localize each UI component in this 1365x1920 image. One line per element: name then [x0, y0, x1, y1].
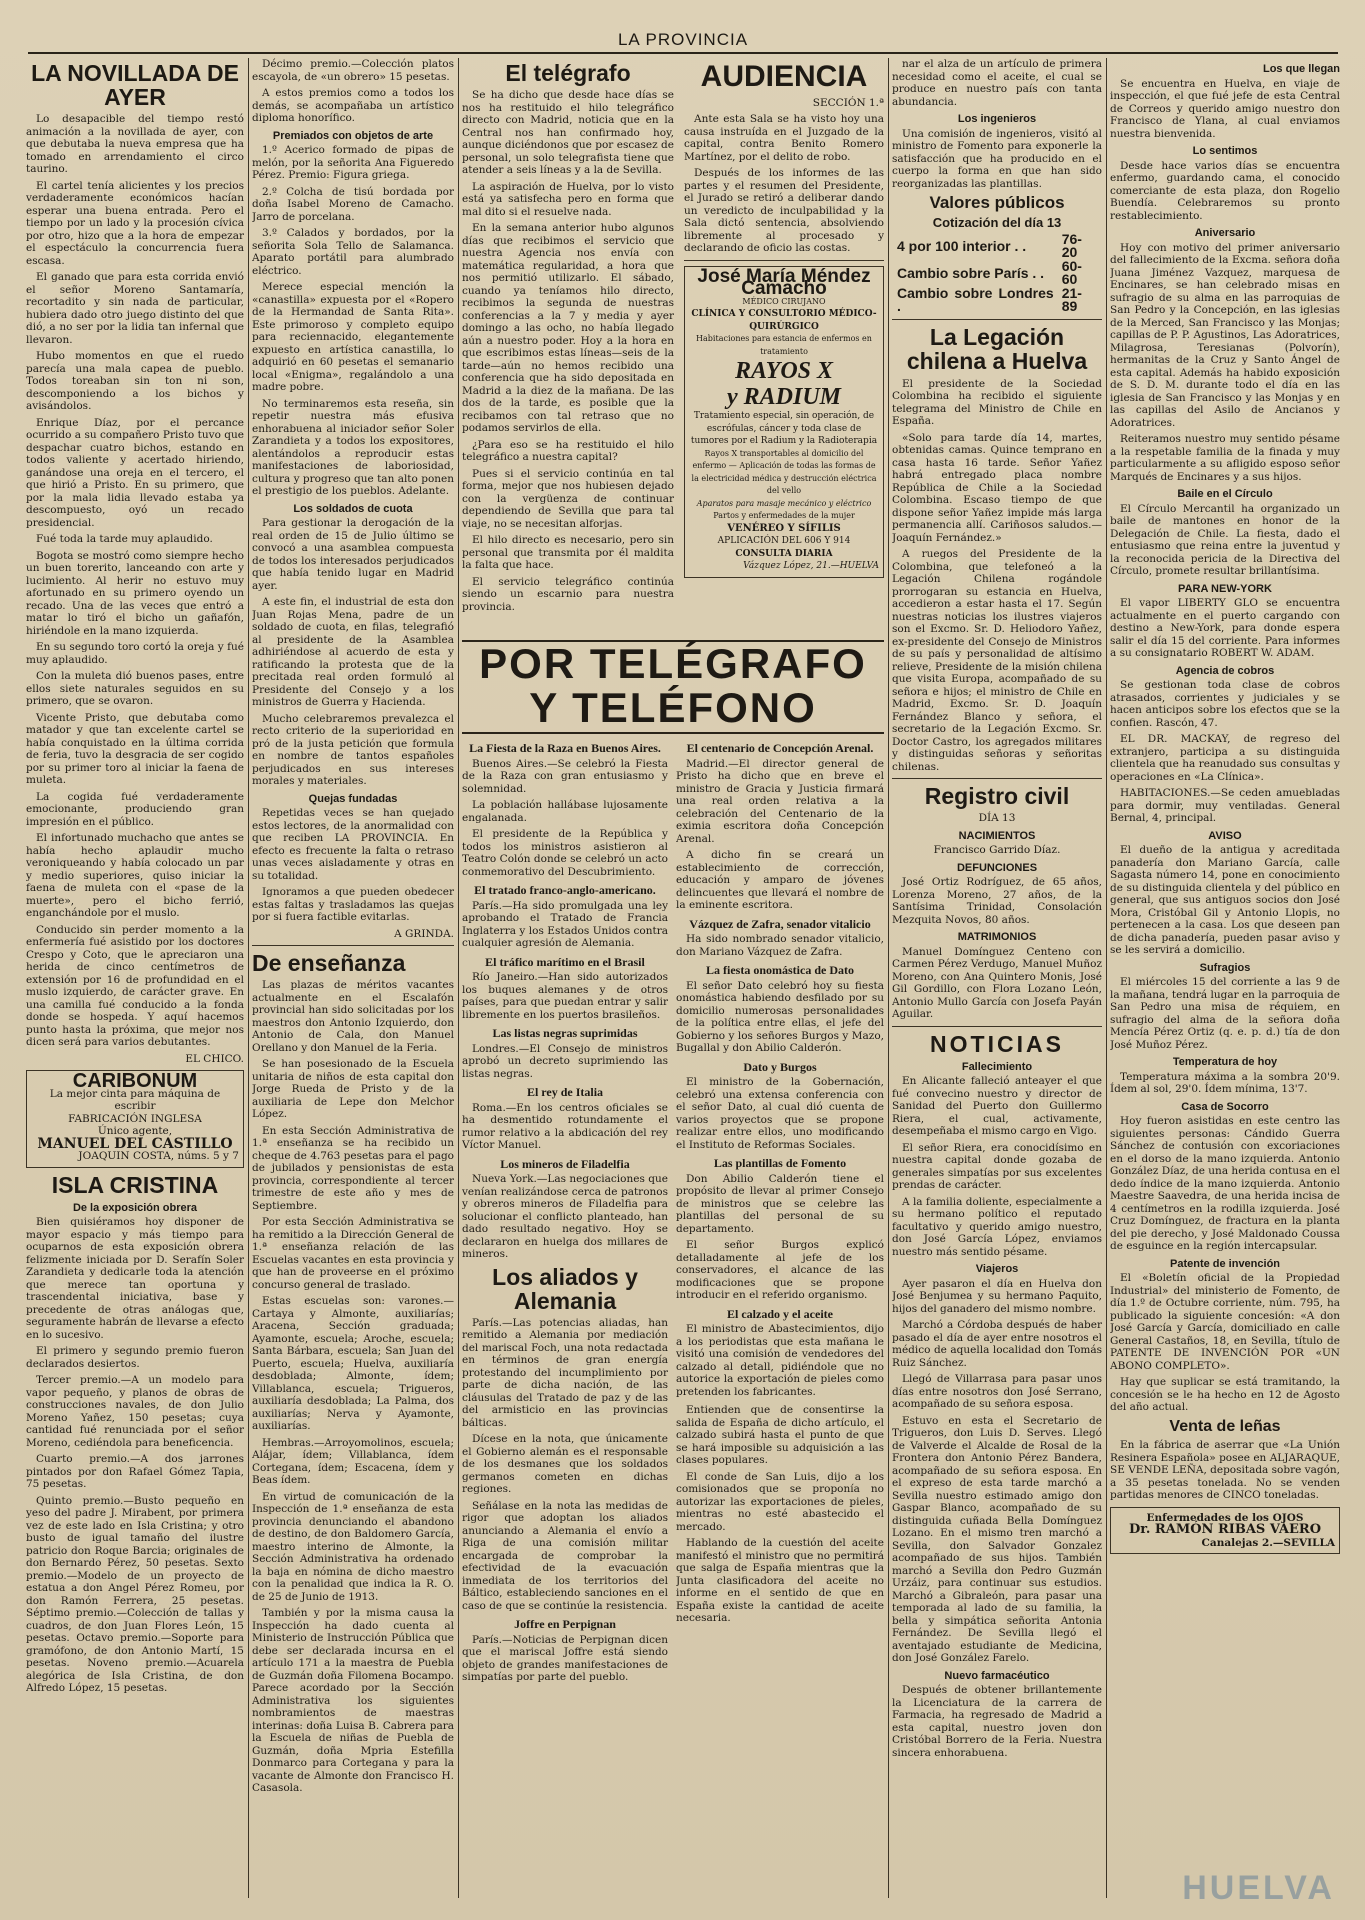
paragraph: Temperatura máxima a la sombra 20'9. Ídem al sol, 29'0. Ídem mínima, 13'7. — [1110, 1070, 1340, 1095]
ad-line: FABRICACIÓN INGLESA — [68, 1112, 202, 1125]
paragraph: Roma.—En los centros oficiales se ha desmentido rotundamente el rumor relativo a la abdicación del rey Víctor Manuel. — [462, 1101, 668, 1151]
paragraph: Fué toda la tarde muy aplaudido. — [36, 533, 213, 546]
column-2 — [252, 58, 454, 1898]
paragraph: El ganado que para esta corrida envió el señor Moreno Santamaría, recortadito y sin nada de particular, hubiera dado otro juego distinto del que dió, a no ser por la lidia tan infernal que llevaron. — [26, 271, 244, 346]
paragraph: Por esta Sección Administrativa se ha remitido a la Dirección General de 1.ª enseñanza relación de las Escuelas vacantes en esta provincia y que han de proveerse en el próximo concurso general de traslado. — [252, 1216, 454, 1291]
paragraph: Quinto premio.—Busto pequeño en yeso del padre J. Mirabent, por primera vez de este lado en Isla Cristina; y otro busto de igual tamaño del ilustre patricio don Roque Barcia; originales de don Bernardo Pérez, 50 pesetas. Sexto premio.—Modelo de un proyecto de estatua a don Angel Pérez Romeu, por don Ramón Ferrera, 25 pesetas. Séptimo premio.—Colección de tallas y cuadros, de don Juan Flores León, 15 pesetas. Octavo premio.—Soporte para gramófono, de don Antonio Martí, 15 pesetas. Noveno premio.—Acuarela alegórica de Isla Cristina, de don Alfredo López, 15 pesetas. — [26, 1494, 244, 1695]
paragraph: Enrique Díaz, por el percance ocurrido a su compañero Pristo tuvo que despachar cuatro bichos, estando en todos valiente y acertado hiriendo, ganándose una oreja en el tercero, el que hirió a Pristo. En su primero, que por la mala lidia llevado estaba ya descompuesto, oyó un recado presidencial. — [26, 416, 244, 529]
subheadline: Cotización del día 13 — [932, 214, 1062, 230]
paragraph: Ha sido nombrado senador vitalicio, don Mariano Vázquez de Zafra. — [676, 933, 884, 958]
subheadline: El tratado franco-anglo-americano. — [474, 883, 656, 897]
ad-line: Tratamiento especial, sin operación, de escrófulas, cáncer y toda clase de tumores por el Radium y la Radioterapia — [690, 411, 878, 446]
paragraph: Se encuentra en Huelva, en viaje de inspección, el que fué jefe de esta Central de Correos y querido amigo nuestro don Francisco de Ylana, al cual enviamos nuestra bienvenida. — [1110, 77, 1340, 140]
paragraph: Dícese en la nota, que únicamente el Gobierno alemán es el responsable de los desmanes que los soldados germanos cometen en dichas regiones. — [462, 1433, 668, 1496]
paragraph: En virtud de comunicación de la Inspección de 1.ª enseñanza de esta provincia denunciando el abandono de destino, de don Baldomero García, maestro interino de Almonte, la Sección Administrativa ha ordenado la baja en nómina de dicho maestro con la penalidad que indica la R. O. de 25 de Junio de 1913. — [252, 1490, 454, 1603]
paragraph: Cuarto premio.—A dos jarrones pintados por don Rafael Gómez Tapia, 75 pesetas. — [26, 1453, 244, 1491]
subheadline: Los soldados de cuota — [293, 502, 413, 515]
paragraph: 2.º Colcha de tisú bordada por doña Isabel Moreno de Camacho. Jarro de porcelana. — [252, 185, 454, 223]
ad-line: VENÉREO Y SÍFILIS — [727, 522, 841, 534]
paragraph: A dicho fin se creará un establecimiento de corrección, educación y amparo de jóvenes delincuentes que llevará el nombre de la eminente escritora. — [676, 849, 884, 911]
column-1 — [26, 58, 244, 1898]
paragraph: A la familia doliente, especialmente a su hermano político el reputado facultativo y querido amigo nuestro, don José García López, enviamos nuestro más sentido pésame. — [892, 1195, 1102, 1258]
column-3 — [462, 58, 674, 633]
divider — [892, 319, 1102, 320]
subheadline: Las listas negras suprimidas — [492, 1026, 638, 1040]
paragraph: El señor Riera, era conocidísimo en nuestra capital donde gozaba de generales simpatías por sus excelentes prendas de carácter. — [892, 1141, 1102, 1192]
paragraph: Mucho celebraremos prevalezca el recto criterio de la superioridad en pró de la justa petición que formula en nombre de tantos españoles perjudicados en sus intereses morales y materiales. — [252, 712, 454, 787]
paragraph: Se han posesionado de la Escuela unitaria de niños de esta capital don Jorge Rueda de Pristo y de la auxiliaria de Lepe don Melchor López. — [252, 1058, 454, 1121]
subheadline: Los que llegan — [1262, 63, 1340, 75]
subheadline: Casa de Socorro — [1181, 1100, 1269, 1113]
paragraph: El primero y segundo premio fueron declarados desiertos. — [26, 1345, 244, 1370]
subheadline: La Fiesta de la Raza en Buenos Aires. — [469, 741, 661, 755]
paragraph: El infortunado muchacho que antes se había hecho aplaudir mucho veroniqueando y había colocado un par y medio superiores, quiso iniciar la faena de muleta con el «pase de la muerte», pero el bicho ferrió, enganchándole por el muslo. — [26, 832, 244, 920]
column-3-lower — [462, 736, 668, 1896]
paragraph: El servicio telegráfico continúa siendo un escarnio para nuestra provincia. — [462, 575, 674, 613]
rate-value: 21-89 — [1061, 285, 1082, 314]
paragraph: ¿Para eso se ha restituido el hilo telegráfico a nuestra capital? — [462, 438, 674, 464]
paragraph: París.—Las potencias aliadas, han remitido a Alemania por mediación del mariscal Foch, una nota redactada en términos de gran energía protestando del incumplimiento por parte de dicha nación, de las cláusulas del Tratado de paz y de las del armisticio en las provincias bálticas. — [462, 1316, 668, 1429]
paragraph: Hay que suplicar se está tramitando, la concesión se le ha hecho en 12 de Agosto del año actual. — [1110, 1376, 1340, 1413]
paragraph: La población hallábase lujosamente engalanada. — [462, 799, 668, 824]
paragraph: En su segundo toro cortó la oreja y fué muy aplaudido. — [26, 641, 244, 666]
paragraph: Ante esta Sala se ha visto hoy una causa instruída en el Juzgado de la capital, contra Benito Romero Martínez, por el delito de robo. — [684, 113, 884, 163]
paragraph: Río Janeiro.—Han sido autorizados los buques alemanes y de otros países, para que puedan entrar y salir libremente en los puertos brasileños. — [462, 971, 668, 1021]
newspaper-name: LA PROVINCIA — [617, 30, 749, 49]
ad-line: Canalejas 2.—SEVILLA — [1201, 1536, 1335, 1549]
ad-line: Aparatos para masaje mecánico y eléctrico — [696, 498, 872, 508]
paragraph: El señor Dato celebró hoy su fiesta onomástica habiendo desfilado por su domicilio numerosas personalidades de la política entre ellas, el jefe del Gobierno y los señores Burgos y Mazo, Bugallal y don Abilio Calderón. — [676, 979, 884, 1054]
ad-line: Rayos X transportables al domicilio del enfermo — Aplicación de todas las formas de la electricidad médica y destrucción eléctrica del vello — [691, 448, 877, 495]
paragraph: El dueño de la antigua y acreditada panadería don Mariano García, calle Sagasta número 14, pone en conocimiento de su distinguida clientela y del público en general, que sus antiguos socios don José Mora, Cristóbal Gil y Antonio Llopis, no pertenecen a la casa. Los que deseen pan de dicha panadería, pueden pasar aviso y se les servirá a domicilio. — [1110, 844, 1340, 956]
headline: La Legación chilena a Huelva — [906, 324, 1088, 375]
paragraph: A ruegos del Presidente de la Colombina, que telefoneó a la Legación Chilena rogándole prorrogaran su estancia en Huelva, accedieron a estar hasta el 17. Según nuestras noticias los ilustres viajeros son el Excmo. Sr. D. Heliodoro Yañez, ex-presidente del Consejo de Ministros de su país y personalidad de altísimo relieve, Presidente de la misión chilena que visita Europa, acompañado de su señora e hijos; el ministro de Chile en Madrid, Excmo. Sr. D. Joaquín Fernández Blanco y señora, el secretario de la Legación Excmo. Sr. Doctor Castro, los agregados militares y distinguidas señoras y señoritas chilenas. — [892, 548, 1102, 773]
column-6 — [1110, 58, 1340, 1898]
subheadline: Sufragios — [1199, 961, 1251, 974]
paragraph: Nueva York.—Las negociaciones que venían realizándose cerca de patronos y obreros mineros de Filadelfia para solucionar el conflicto planteado, han dado resultado negativo. Hoy se declararon en huelga dos millares de mineros. — [462, 1173, 668, 1260]
ad-line: CLÍNICA Y CONSULTORIO MÉDICO-QUIRÚRGICO — [691, 309, 877, 332]
subheadline: Nuevo farmacéutico — [944, 1669, 1050, 1682]
paragraph: Ayer pasaron el día en Huelva don José Benjumea y su hermano Paquito, hijos del ganadero del mismo nombre. — [892, 1277, 1102, 1315]
subheadline: Las plantillas de Fomento — [713, 1156, 847, 1170]
paragraph: Después de obtener brillantemente la Licenciatura de la carrera de Farmacia, ha regresado de Madrid a esta capital, nuestro joven don Cristóbal Borrero de la Feria. Nuestra sincera enhorabuena. — [892, 1684, 1102, 1759]
banner-line: POR TELÉGRAFO — [479, 640, 867, 687]
paragraph: 3.º Calados y bordados, por la señorita Sola Tello de Salamanca. Aparato portátil para alumbrado eléctrico. — [252, 227, 454, 277]
paragraph: Pues si el servicio continúa en tal forma, mejor que nos hubiesen dejado con la vergüenza de continuar dependiendo de Sevilla que para tal viaje, no se necesitan alforjas. — [462, 467, 674, 530]
divider — [684, 260, 884, 261]
byline: EL CHICO. — [185, 1052, 244, 1065]
ad-line: APLICACIÓN DEL 606 Y 914 — [717, 536, 851, 546]
paragraph: No terminaremos esta reseña, sin repetir nuestra más efusiva enhorabuena al iniciador señor Soler Zarandieta y a todos los expositores, alentándolos a reproducir estas manifestaciones de laboriosidad, cultura y progreso que tan alto ponen el prestigio de los pueblos. Adelante. — [252, 397, 454, 497]
paragraph: Entienden que de consentirse la salida de España de dicho artículo, el calzado subirá hasta el punto de que se hará imposible su adquisición a las clases populares. — [676, 1404, 884, 1466]
paragraph: El presidente de la Sociedad Colombina ha recibido el siguiente telegrama del Ministro de Chile en España. — [892, 377, 1102, 428]
headline: NOTICIAS — [930, 1030, 1064, 1057]
paragraph: El miércoles 15 del corriente a las 9 de la mañana, tendrá lugar en la parroquia de San Pedro una misa de réquiem, en sufragio del alma de la señora doña Mencía Pérez Ortiz (q. e. p. d.) tía de don José Muñoz Pérez. — [1110, 976, 1340, 1051]
paragraph: Se gestionan toda clase de cobros atrasados, corrientes y judiciales y se hacen anticipos sobre los efectos que se la confien. Rascón, 47. — [1110, 679, 1340, 729]
advertisement — [26, 1070, 244, 1168]
masthead — [28, 30, 1338, 54]
column-rule — [248, 58, 249, 1898]
subheadline: Vázquez de Zafra, senador vitalicio — [689, 916, 871, 931]
paragraph: A estos premios como a todos los demás, se acompañaba un artístico diploma honorífico. — [252, 87, 454, 124]
headline: ISLA CRISTINA — [51, 1171, 219, 1198]
paragraph: El presidente de la República y todos los ministros asistieron al Teatro Colón donde se celebró un acto conmemorativo del Descubrimiento. — [462, 828, 668, 878]
por-telegrafo-banner — [462, 640, 884, 734]
paragraph: La aspiración de Huelva, por lo visto está ya satisfecha pero en forma que mal dito si el resuelve nada. — [462, 180, 674, 218]
ad-title: CARIBONUM — [72, 1070, 198, 1093]
ad-line: Enfermedades de los OJOS — [1146, 1511, 1304, 1524]
paragraph: Llegó de Villarrasa para pasar unos días entre nosotros don José Serrano, acompañado de su señora esposa. — [892, 1373, 1102, 1411]
paragraph: Hoy con motivo del primer aniversario del fallecimiento de la Excma. señora doña Juana Jiménez Vazquez, marquesa de Encinares, se han celebrado misas en sufragio de su alma en las parroquias de San Pedro y la Concepción, en las iglesias de la Merced, San Francisco y las Monjas; capillas de P. P. Agustinos, Las Adoratrices, Milagrosa, Teresianas (Polvorín), hermanitas de la Cruz y Santo Ángel de esta capital. Además ha habido exposición de S. D. M. durante todo el día en las iglesia de San Francisco y las Monjas y en las capillas del Asilo de Ancianos y Adoratrices. — [1110, 241, 1340, 429]
ad-line: Habitaciones para estancia de enfermos en tratamiento — [696, 334, 872, 356]
paragraph: José Ortiz Rodríguez, de 65 años, Lorenza Moreno, 27 años, de la Santísima Trinidad, Consolación Mezquita Novos, 80 años. — [892, 876, 1102, 926]
divider — [892, 1026, 1102, 1027]
paragraph: Hembras.—Arroyomolinos, escuela; Alájar, ídem; Villablanca, ídem Cortegana, ídem; Escacena, ídem y Beas ídem. — [252, 1436, 454, 1487]
paragraph: Después de los informes de las partes y el resumen del Presidente, el Jurado se retiró a deliberar dando un veredicto de inculpabilidad y la Sala dictó sentencia, absolviendo libremente al procesado y declarando de oficio las costas. — [684, 167, 884, 254]
paragraph: HABITACIONES.—Se ceden amuebladas para dormir, muy ventiladas. General Bernal, 4, principal. — [1110, 787, 1340, 824]
paragraph: Décimo premio.—Colección platos escayola, de «un obrero» 15 pesetas. — [252, 58, 454, 83]
subheadline: Joffre en Perpignan — [514, 1617, 616, 1632]
column-5 — [892, 58, 1102, 1898]
headline: Registro civil — [924, 783, 1070, 810]
paragraph: El conde de San Luis, dijo a los comisionados que se proponía no autorizar las exportaciones de pieles, mientras no esté abastecido el mercado. — [676, 1470, 884, 1533]
subheadline: Los ingenieros — [957, 113, 1037, 125]
paragraph: Madrid.—El director general de Pristo ha dicho que en breve el ministro de Gracia y Justicia firmará una real orden relativa a la celebración del Centenario de la eximia escritora doña Concepción Arenal. — [676, 757, 884, 845]
rate-value: 60-60 — [1061, 258, 1082, 287]
headline: Venta de leñas — [1169, 1417, 1281, 1435]
ad-line: y RADIUM — [726, 384, 841, 410]
paragraph: También y por la misma causa la Inspección ha dado cuenta al Ministerio de Instrucción Pública que debe ser declarada incursa en el artículo 171 a la maestra de Puebla de Guzmán doña Filomena Bocampo. Parece acordado por la Sección Administrativa los siguientes nombramientos de maestras interinas: doña Luisa B. Cabrera para la Escuela de niñas de Puebla de Guzmán, doña Mpria Estefilla Donmarco para Cortegana y para la vacante de Almonte don Francisco H. Casasola. — [252, 1607, 454, 1795]
ad-line: MANUEL DEL CASTILLO — [37, 1135, 233, 1152]
paragraph: Lo desapacible del tiempo restó animación a la novillada de ayer, con que debutaba la nueva empresa que ha tomado en arrendamiento el circo taurino. — [26, 113, 244, 176]
paragraph: Con la muleta dió buenos pases, entre ellos siete naturales seguidos en su primero, que se ovaron. — [26, 670, 244, 708]
paragraph: Bogota se mostró como siempre hecho un buen torerito, lanceando con arte y lucimiento. Al herir no estuvo muy afortunado en su primero oyendo un recado. Una de las veces que entró a matar lo tiró el bicho un gañafón, hiriéndole en la mano izquierda. — [26, 549, 244, 637]
ad-line: Dr. RAMÓN RIBAS VAERO — [1128, 1522, 1322, 1538]
paragraph: El vapor LIBERTY GLO se encuentra actualmente en el puerto cargando con destino a New-York, para donde espera salir el día 15 del corriente. Para informes a su consignatario ROBERT W. ADAM. — [1110, 597, 1340, 659]
paragraph: En la semana anterior hubo algunos días que recibimos el servicio que nuestra Agencia nos envía con matemática regularidad, a hora que nos permitió utilizarlo. El sábado, cuando ya teníamos hilo directo, recibimos la segunda de nuestras conferencias a la 7 y media y ayer domingo a las ocho, no había llegado aún a nuestro poder. Hoy a la hora en que escribimos estas líneas—seis de la tarde—aún no hemos recibido una conferencia que ha sido depositada en Madrid a la diez de la mañana. De las dos de la tarde, es posible que la recibamos con tal retraso que no podamos servirlos de ella. — [462, 222, 674, 435]
rate-label: Cambio sobre Londres . — [897, 285, 1054, 314]
paragraph: En esta Sección Administrativa de 1.ª enseñanza se ha recibido un cheque de 4.763 pesetas para el pago de jubilados y pensionistas de esta provincia, correspondiente al tercer trimestre de este año y mes de Septiembre. — [252, 1124, 454, 1212]
divider — [252, 945, 454, 946]
subheadline: Los mineros de Filadelfia — [500, 1156, 630, 1171]
paragraph: El cartel tenía alicientes y los precios verdaderamente económicos hacían esperar una buena entrada. Pero el tiempo por un lado y la procesión cívica por otro, hizo que a la hora de empezar el espectáculo la concurrencia fuera escasa. — [26, 179, 244, 267]
paragraph: Francisco Garrido Díaz. — [933, 844, 1061, 857]
paragraph: Desde hace varios días se encuentra enfermo, guardando cama, el conocido comerciante de esta plaza, don Rogelio Buendía. Celebraremos su pronto restablecimiento. — [1110, 159, 1340, 222]
ad-line: Vázquez López, 21.—HUELVA — [743, 561, 879, 571]
paragraph: Estuvo en esta el Secretario de Trigueros, don Luis D. Serves. Llegó de Valverde el Alcalde de Rosal de la Frontera don Antonio Pérez Bandera, acompañado de su señora esposa. En el expreso de esta tarde marchó a Sevilla nuestro estimado amigo don Gaspar Blanco, acompañado de su distinguida cuñada Bella Domínguez Lozano. En el mismo tren marchó a Sevilla, don Salvador Gonzalez acompañado de sus hijos. También marchó a Sevilla don Pedro Guzmán Urzáiz, para continuar sus estudios. Marchó a Gibraleón, para pasar una temporada al lado de su familia, la bella y simpática señorita Antonia Fernández. De Sevilla llegó el aventajado estudiante de Medicina, don José González Farelo. — [892, 1414, 1102, 1665]
paragraph: El «Boletín oficial de la Propiedad Industrial» del ministerio de Fomento, de día 1.º de Octubre corriente, núm. 795, ha publicado la siguiente concesión: «A don José García y García, domiciliado en calle General Castaños, 18, en Sevilla, título de PATENTE DE INVENCIÓN POR «UN ABONO COMPLETO». — [1110, 1272, 1340, 1372]
paragraph: Marchó a Córdoba después de haber pasado el día de ayer entre nosotros el médico de aquella localidad don Tomás Ruiz Sánchez. — [892, 1319, 1102, 1369]
paragraph: Estas escuelas son: varones.—Cartaya y Almonte, auxiliarías; Aracena, Sección graduada; Ayamonte, escuela; Aroche, escuela; Santa Bárbara, escuela; San Juan del Puerto, escuela; Huelva, auxiliaría desdoblada; Almonte, ídem; Villablanca, escuela; Trigueros, auxiliaría desdoblada; La Palma, dos auxiliarías; Nerva y Ayamonte, auxiliarías. — [252, 1295, 454, 1433]
subheadline: El rey de Italia — [526, 1085, 604, 1099]
paragraph: Tercer premio.—A un modelo para vapor pequeño, y planos de obras de construcciones navales, de don Julio Moreno Yañez, 150 pesetas; cuya cantidad fué renunciada por el señor Moreno, cediéndola para beneficencia. — [26, 1374, 244, 1449]
subheadline: Temperatura de hoy — [1172, 1056, 1278, 1068]
subheadline: Dato y Burgos — [743, 1059, 817, 1074]
paragraph: Hablando de la cuestión del aceite manifestó el ministro que no permitirá que salga de España mientras que la Junta clasificadora del aceite no informe en el sentido de que en España existe la cantidad de aceite necesaria. — [676, 1537, 884, 1624]
subheadline: Aniversario — [1194, 227, 1256, 239]
headline: AUDIENCIA — [700, 60, 868, 93]
column-4 — [684, 58, 884, 633]
paragraph: Las plazas de méritos vacantes actualmente en el Escalafón provincial han sido solicitadas por los maestros don Antonio Izquierdo, don Antonio de Cala, don Manuel Orellano y don Manuel de la Feria. — [252, 979, 454, 1054]
paragraph: Londres.—El Consejo de ministros aprobó un decreto suprimiendo las listas negras. — [462, 1042, 668, 1080]
rate-value: 76-20 — [1061, 231, 1082, 260]
paragraph: Vicente Pristo, que debutaba como matador y que tan excelente cartel se había conquistado en la última corrida de feria, tuvo la desgracia de ser cogido por su primer toro al iniciar la faena de muleta. — [26, 711, 244, 787]
subheadline: Lo sentimos — [1192, 145, 1258, 157]
paragraph: Hoy fueron asistidas en este centro las siguientes personas: Cándido Guerra Sánchez de contusión con excoriaciones en el dorso de la mano izquierda. Antonio González Díaz, de una herida contusa en el dedo índice de la mano izquierda. Antonio Maestre Saavedra, de una herida incisa de 4 centímetros en la rodilla izquierda. José Cruz Domínguez, de fractura en la planta del pie derecho, y José Maldonado Coussa de esguince en la región intercapsular. — [1110, 1115, 1340, 1252]
subheadline: Baile en el Círculo — [1177, 488, 1273, 500]
paragraph: Reiteramos nuestro muy sentido pésame a la respetable familia de la finada y muy particularmente a su afligido esposo señor Marqués de Encinares y a sus hijos. — [1110, 433, 1340, 483]
subheadline: El calzado y el aceite — [727, 1306, 833, 1321]
paragraph: París.—Ha sido promulgada una ley aprobando el Tratado de Francia Inglaterra y los Estados Unidos contra cualquier agresión de Alemania. — [462, 899, 668, 949]
paragraph: Don Abilio Calderón tiene el propósito de llevar al primer Consejo de ministros que se celebre las plantillas del personal de su departamento. — [676, 1172, 884, 1235]
paragraph: Se ha dicho que desde hace días se nos ha restituido el hilo telegráfico directo con Madrid, noticia que en la Central nos han confirmado hoy, aunque diciéndonos que por escasez de personal, un solo telegrafista tiene que atender a seis líneas y a la de Sevilla. — [462, 89, 674, 177]
headline: Los aliados y Alemania — [492, 1263, 638, 1314]
paragraph: El Círculo Mercantil ha organizado un baile de mantones en honor de la Delegación de Chile. La fiesta, dado el entusiasmo que reina entre la juventud y la reconocida pericia de la Directiva del Círculo, promete resultar brillantísima. — [1110, 502, 1340, 577]
subheadline: DEFUNCIONES — [956, 861, 1038, 874]
paragraph: Buenos Aires.—Se celebró la Fiesta de la Raza con gran entusiasmo y solemnidad. — [462, 757, 668, 795]
rate-label: Cambio sobre París . . — [897, 264, 1045, 281]
paragraph: El señor Burgos explicó detalladamente al jefe de los conservadores, el alcance de las modificaciones que se propone introducir en el referido organismo. — [676, 1239, 884, 1301]
paragraph: La cogida fué verdaderamente emocionante, produciendo gran impresión en el público. — [26, 790, 244, 828]
subheadline: Agencia de cobros — [1175, 664, 1275, 677]
column-rule — [458, 58, 459, 1898]
paragraph: Hubo momentos en que el ruedo parecía una mala capea de pueblo. Todos toreaban sin ton ni son, descomponiendo a los bichos y avisándolos. — [26, 350, 244, 413]
ad-line: Partos y enfermedades de la mujer — [713, 511, 855, 520]
ad-line: JOAQUIN COSTA, núms. 5 y 7 — [78, 1150, 239, 1163]
paragraph: El ministro de Abastecimientos, dijo a los periodistas que esta mañana le visitó una comisión de vendedores del calzado al detall, pidiéndole que no autorice la exportación de pieles como pretenden los fabricantes. — [676, 1323, 884, 1398]
headline: Valores públicos — [929, 193, 1065, 212]
subheadline: Fallecimiento — [961, 1060, 1033, 1073]
column-4-lower — [676, 736, 884, 1896]
archive-watermark: HUELVA — [1182, 1869, 1335, 1907]
paragraph: Merece especial mención la «canastilla» expuesta por el «Ropero de la Hermandad de Santa Rita». Este primoroso y completo equipo para reciennacido, elegantemente expuesto en artística canastilla, lo adquirió en 60 pesetas el semanario local «Enigma», regalándolo a una madre pobre. — [252, 281, 454, 393]
banner-line: Y TELÉFONO — [529, 684, 817, 731]
byline: A GRINDA. — [394, 927, 454, 940]
headline: El telégrafo — [505, 60, 631, 86]
rate-label: 4 por 100 interior . . — [897, 237, 1027, 254]
paragraph: Ignoramos a que pueden obedecer estas faltas y trasladamos las quejas por si fuera factible evitarlas. — [252, 886, 454, 923]
paragraph: 1.º Acerico formado de pipas de melón, por la señorita Ana Figueredo Pérez. Premio: Figura griega. — [252, 144, 454, 181]
divider — [892, 778, 1102, 779]
subheadline: El tráfico marítimo en el Brasil — [485, 954, 645, 969]
subheadline: Quejas fundadas — [308, 792, 398, 805]
subheadline: De la exposición obrera — [72, 1201, 198, 1214]
paragraph: Conducido sin perder momento a la enfermería fué asistido por los doctores Crespo y Coto, que le apreciaron una herida de cinco centímetros de extensión por 16 de profundidad en el muslo izquierdo, de carácter grave. En una camilla fué conducido a la fonda donde se hospeda. Y aquí hacemos punto hasta la próxima, que mejor nos dicen será para varios debutantes. — [26, 923, 244, 1049]
paragraph: París.—Noticias de Perpignan dicen que el mariscal Joffre está siendo objeto de grandes manifestaciones de simpatías por parte del pueblo. — [462, 1633, 668, 1684]
paragraph: En la fábrica de aserrar que «La Unión Resinera Española» posee en ALJARAQUE, SE VENDE LEÑA, depositada sobre vagón, a 35 pesetas tonelada. No se venden partidas menores de CINCO toneladas. — [1110, 1439, 1340, 1502]
subheadline: Patente de invención — [1169, 1257, 1281, 1270]
ad-line: CONSULTA DIARIA — [735, 548, 833, 559]
subheadline: La fiesta onomástica de Dato — [706, 963, 854, 977]
headline: De enseñanza — [252, 950, 406, 976]
paragraph: En Alicante falleció anteayer el que fué convecino nuestro y director de Sanidad del Puerto don Guillermo Riera, el cual, activamente, desempeñaba el mismo cargo en Vigo. — [892, 1075, 1102, 1138]
paragraph: Señálase en la nota las medidas de rigor que adoptan los aliados anunciando a Alemania el envío a Riga de una comisión militar encargada de comprobar la efectividad de la evacuación inmediata de los territorios del Báltico, estableciendo sanciones en el caso de que se continúe la resistencia. — [462, 1499, 668, 1612]
paragraph: El ministro de la Gobernación, celebró una extensa conferencia con el señor Dato, al cual dió cuenta de varios proyectos que se propone realizar entre ellos, uno modificando el Instituto de Reformas Sociales. — [676, 1076, 884, 1151]
paragraph: El hilo directo es necesario, pero sin personal que transmita por él maldita la falta que hace. — [462, 534, 674, 572]
subheadline: PARA NEW-YORK — [1178, 582, 1272, 595]
paragraph: A este fin, el industrial de esta don Juan Rojas Mena, padre de un soldado de cuota, en filas, telegrafió al presidente de la Asamblea adhiriéndose al acuerdo de esta y ratificando la protesta que de la precitada real orden formuló al Presidente del Consejo y a los ministros de Guerra y Hacienda. — [252, 596, 454, 708]
section-label: SECCIÓN 1.ª — [812, 96, 884, 109]
paragraph: Para gestionar la derogación de la real orden de 15 de Julio último se convocó a una asamblea compuesta de todos los interesados perjudicados que había tenido lugar en Madrid ayer. — [252, 517, 454, 592]
ad-line: La mejor cinta para máquina de escribir — [49, 1087, 221, 1113]
column-rule — [1106, 58, 1107, 1898]
advertisement — [1110, 1507, 1340, 1555]
ad-title: José María Méndez Camacho — [697, 265, 871, 299]
paragraph: Repetidas veces se han quejado estos lectores, de la anormalidad con que reciben LA PROVINCIA. En efecto es frecuente la falta o retraso unas veces aisladamente y otras en su totalidad. — [252, 807, 454, 882]
date-line: DÍA 13 — [978, 812, 1016, 825]
paragraph: nar el alza de un artículo de primera necesidad como el aceite, el cual se produce en nuestro país con tanta abundancia. — [892, 58, 1102, 108]
ad-line: Único agente, — [97, 1125, 173, 1138]
subheadline: Viajeros — [975, 1263, 1019, 1276]
ad-line: RAYOS X — [734, 358, 834, 384]
exchange-rates — [892, 231, 1102, 314]
headline: LA NOVILLADA DE AYER — [31, 60, 239, 111]
subheadline: NACIMIENTOS — [958, 829, 1036, 842]
subheadline: MATRIMONIOS — [957, 931, 1037, 944]
column-rule — [888, 58, 889, 1898]
paragraph: Bien quisiéramos hoy disponer de mayor espacio y más tiempo para ocuparnos de esta exposición obrera felizmente iniciada por D. Serafín Soler Zarandieta y dedicarle toda la atención que merece tan oportuna y trascendental iniciativa, base y precedente de otras análogas que, seguramente habrán de llevarse a efecto en lo sucesivo. — [26, 1216, 244, 1341]
paragraph: «Solo para tarde día 14, martes, obtenidas camas. Quince temprano en casa hasta 16 tarde. Señor Yañez habrá entregado placa nombre República de Chile a la Sociedad Colombina. Escaso tiempo de que dispone señor Yañez impide más larga permanencia allí. Cariñosos saludos.—Joaquín Fernández.» — [892, 431, 1102, 544]
advertisement — [684, 266, 884, 578]
ad-line: MÉDICO CIRUJANO — [742, 296, 826, 306]
paragraph: Manuel Domínguez Centeno con Carmen Pérez Verdugo, Manuel Muñoz Moreno, con Ana Quintero Monis, José Gil Gordillo, con Flora Lozano León, Antonio Mullo García con Josefa Payán Aguilar. — [892, 945, 1102, 1021]
paragraph: Una comisión de ingenieros, visitó al ministro de Fomento para exponerle la satisfacción que ha producido en el cuerpo la forma en que han sido reorganizadas las plantillas. — [892, 127, 1102, 190]
paragraph: EL DR. MACKAY, de regreso del extranjero, participa a su distinguida clientela que ha reanudado sus consultas y operaciones en «La Clínica». — [1110, 733, 1340, 783]
subheadline: AVISO — [1208, 829, 1242, 842]
subheadline: Premiados con objetos de arte — [272, 129, 434, 142]
subheadline: El centenario de Concepción Arenal. — [686, 741, 874, 755]
